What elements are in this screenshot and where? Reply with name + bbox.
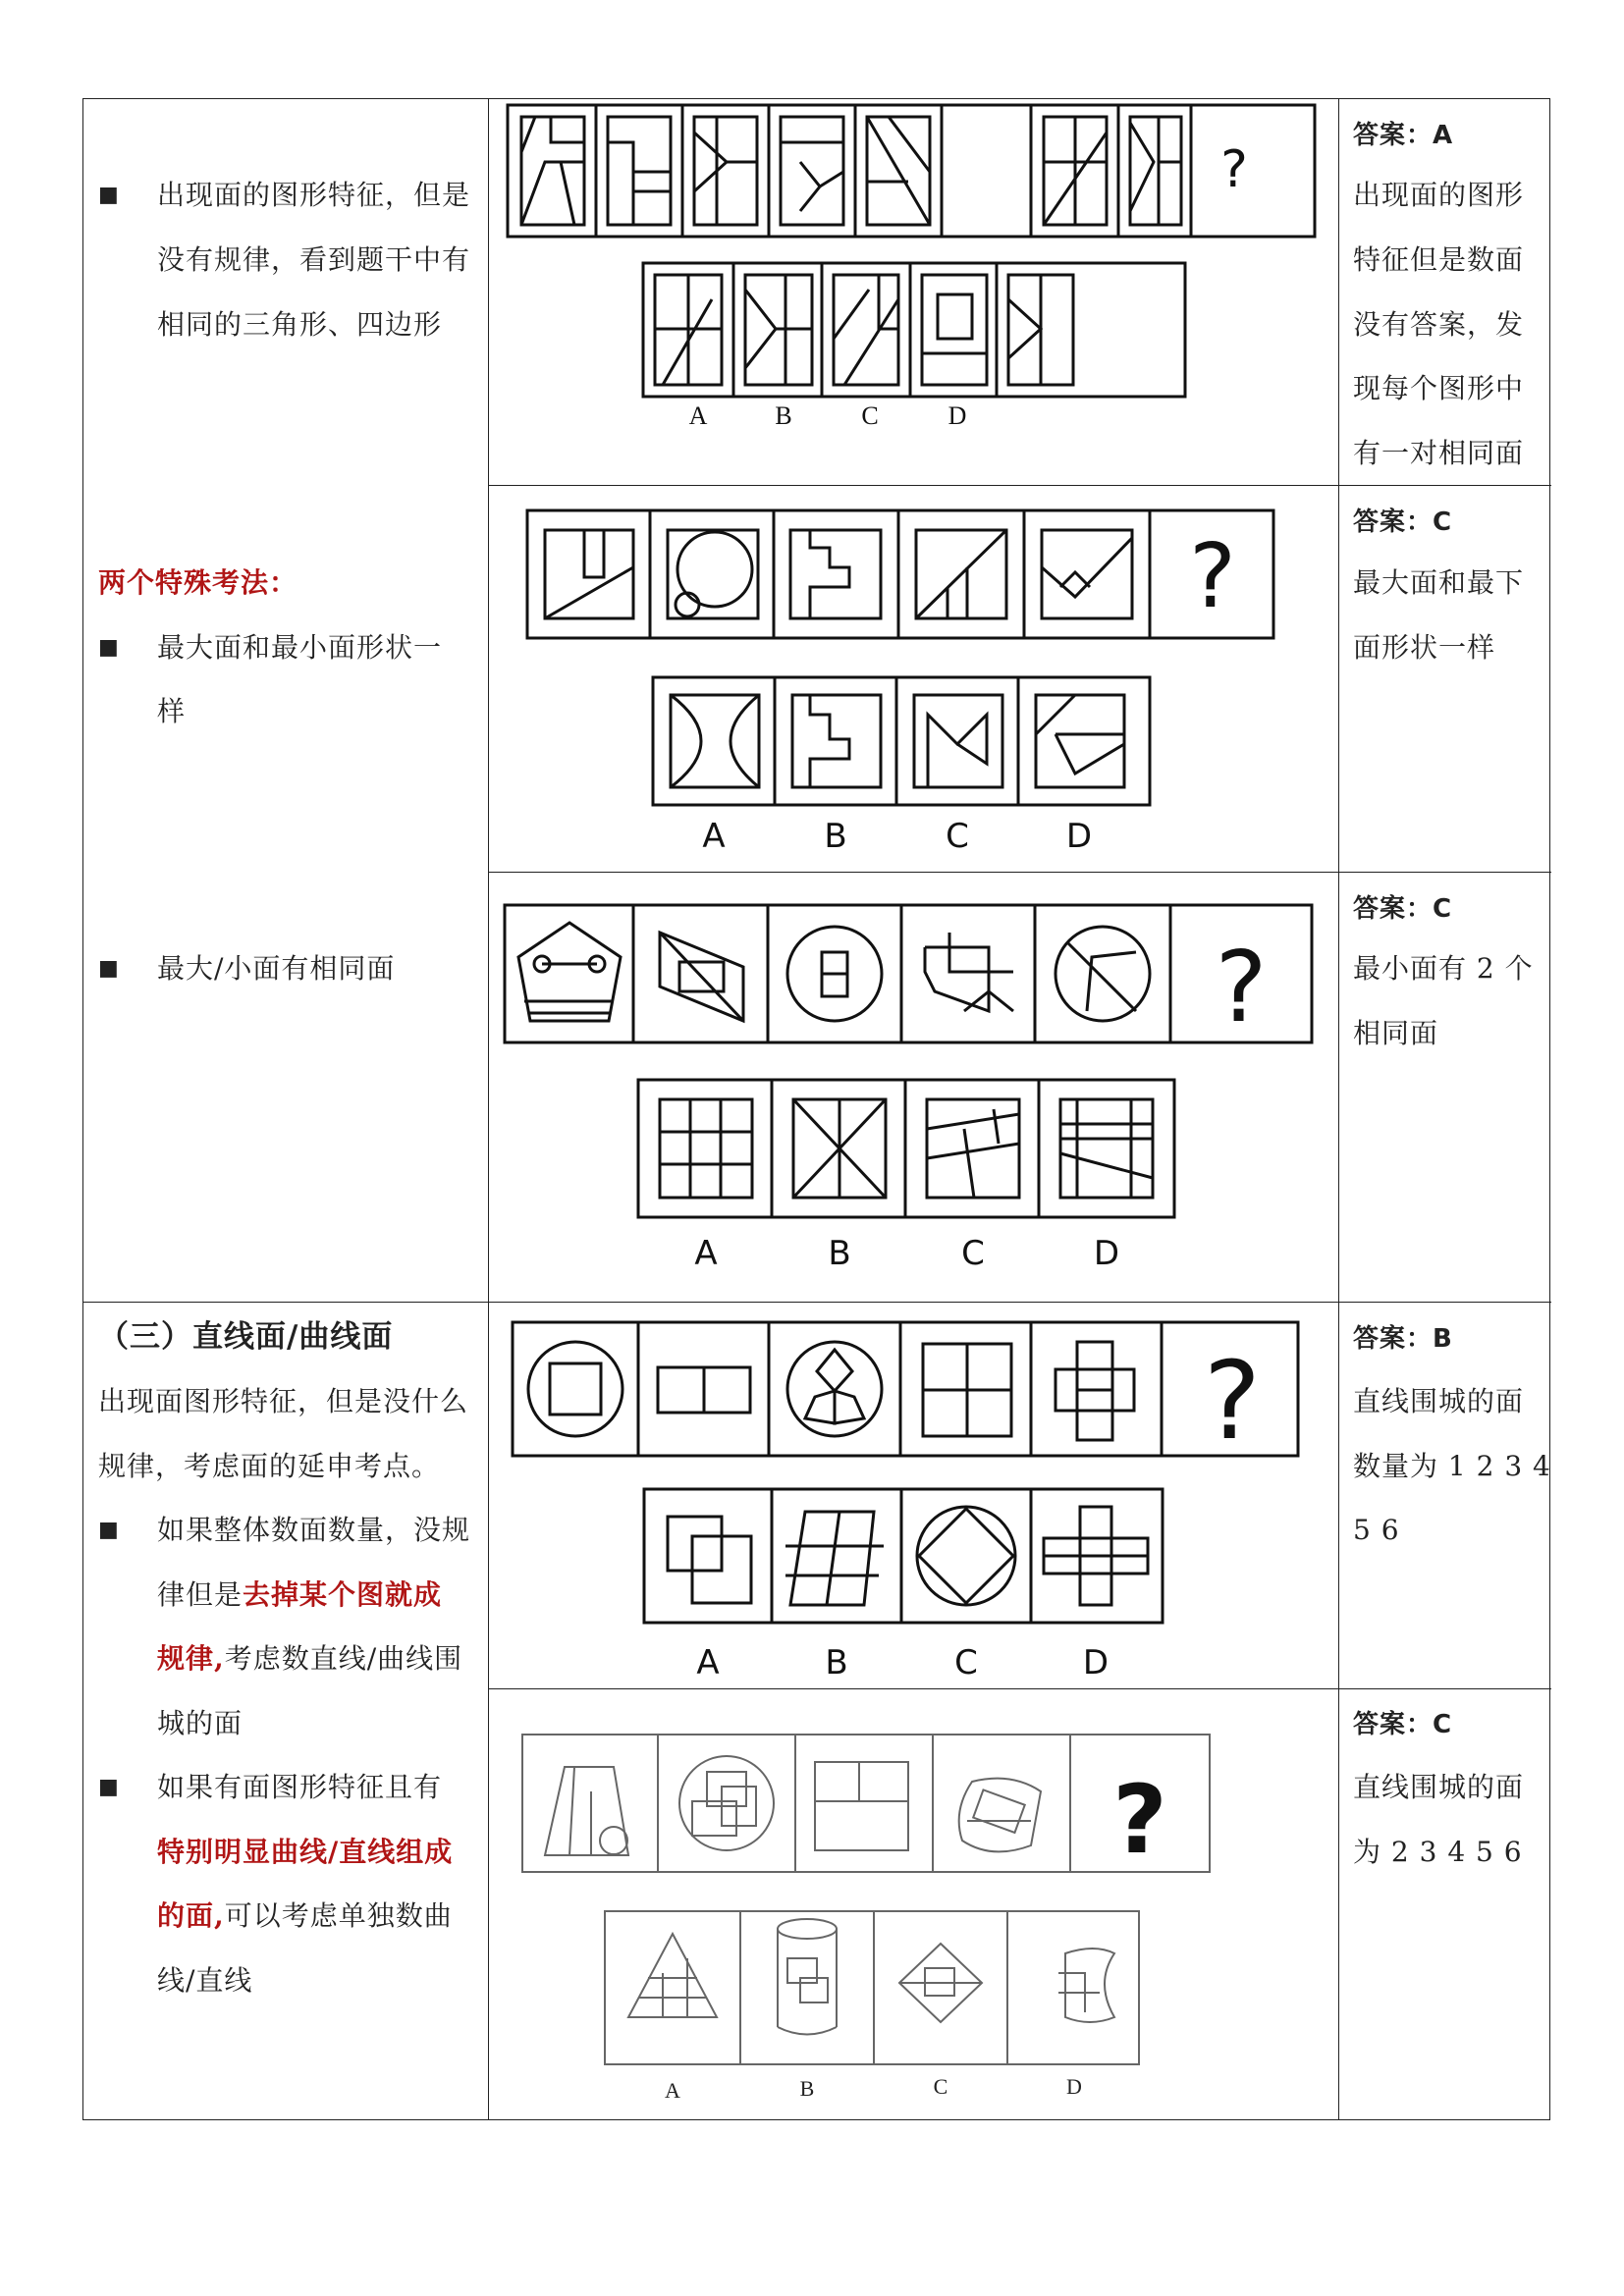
- option-label-b: B: [799, 2076, 815, 2101]
- b3-line-4: 城的面: [157, 1707, 244, 1739]
- row-divider-2: [488, 872, 1551, 873]
- answer-heading: 答案：A: [1353, 121, 1454, 150]
- puzzle-figure-3: [503, 903, 1318, 1276]
- answer-line: 直线围城的面: [1353, 1385, 1525, 1417]
- puzzle-figure-4: [511, 1320, 1306, 1693]
- answer-line: 数量为 1 2 3 4: [1353, 1450, 1551, 1482]
- b4-line-3-red: 的面,: [157, 1899, 225, 1932]
- question-mark: ?: [1112, 1765, 1167, 1875]
- b4-line-4: 线/直线: [157, 1964, 253, 1997]
- option-label-a: A: [688, 401, 708, 430]
- bullet-square: ■: [98, 1518, 119, 1542]
- section-title: （三）直线面/曲线面: [98, 1319, 394, 1355]
- option-label-a: A: [696, 1643, 720, 1682]
- answer-heading: 答案：C: [1353, 1710, 1453, 1739]
- option-label-b: B: [775, 401, 792, 430]
- column-divider-1: [488, 99, 489, 2119]
- answer-line: 没有答案，发: [1353, 308, 1525, 341]
- b4-line-3-plain: 可以考虑单独数曲: [224, 1899, 453, 1932]
- bullet-square: ■: [98, 183, 119, 207]
- answer-heading: 答案：C: [1353, 507, 1453, 537]
- option-label-d: D: [1093, 1234, 1120, 1273]
- row-divider-3: [83, 1302, 1551, 1303]
- answer-heading: 答案：C: [1353, 894, 1453, 924]
- option-label-a: A: [702, 817, 726, 856]
- answer-line: 为 2 3 4 5 6: [1353, 1836, 1523, 1868]
- option-label-d: D: [947, 401, 967, 430]
- b4-line-1: 如果有面图形特征且有: [157, 1771, 443, 1803]
- special-heading: 两个特殊考法：: [98, 566, 298, 599]
- answer-line: 面形状一样: [1353, 631, 1496, 664]
- b3-line-2: [157, 1563, 442, 1627]
- option-label-b: B: [824, 817, 847, 856]
- r1-line-3: 相同的三角形、四边形: [157, 308, 443, 341]
- option-label-c: C: [961, 1234, 985, 1273]
- option-label-d: D: [1065, 817, 1093, 856]
- option-label-b: B: [828, 1234, 851, 1273]
- answer-line: 最小面有 2 个: [1353, 952, 1534, 985]
- puzzle-figure-1: [506, 103, 1321, 442]
- answer-line: 出现面的图形: [1353, 179, 1525, 211]
- option-label-d: D: [1066, 2074, 1082, 2099]
- question-mark: ?: [1203, 1338, 1262, 1464]
- bullet-square: ■: [98, 635, 119, 660]
- question-mark: ?: [1220, 140, 1248, 199]
- answer-line: 特征但是数面: [1353, 243, 1525, 276]
- column-divider-2: [1338, 99, 1339, 2119]
- b3-line-2-red: 去掉某个图就成: [243, 1578, 443, 1611]
- b3-line-2-plain: 律但是: [157, 1578, 244, 1611]
- option-label-a: A: [694, 1234, 718, 1273]
- answer-line: 现每个图形中: [1353, 372, 1525, 404]
- option-label-c: C: [861, 401, 879, 430]
- option-label-a: A: [665, 2078, 680, 2103]
- b3-line-3-red: 规律,: [157, 1642, 225, 1675]
- b3-line-3-plain: 考虑数直线/曲线围: [224, 1642, 463, 1675]
- intro-line-1: 出现面图形特征，但是没什么: [98, 1385, 469, 1417]
- puzzle-figure-5: [520, 1733, 1227, 2106]
- answer-line: 有一对相同面: [1353, 437, 1525, 469]
- option-label-c: C: [933, 2074, 948, 2099]
- r2-line-2: 样: [157, 695, 187, 727]
- answer-line: 5 6: [1353, 1514, 1400, 1546]
- answer-heading: 答案：B: [1353, 1324, 1453, 1354]
- puzzle-figure-2: [525, 508, 1291, 862]
- answer-line: 直线围城的面: [1353, 1771, 1525, 1803]
- r3-line-1: 最大/小面有相同面: [157, 952, 396, 985]
- row-divider-1: [488, 485, 1551, 486]
- bullet-square: ■: [98, 1775, 119, 1799]
- r1-line-2: 没有规律，看到题干中有: [157, 243, 471, 276]
- bullet-square: ■: [98, 956, 119, 981]
- b3-line-1: 如果整体数面数量，没规: [157, 1514, 471, 1546]
- option-label-d: D: [1082, 1643, 1110, 1682]
- b4-line-3: [157, 1884, 453, 1948]
- r1-line-1: 出现面的图形特征，但是: [157, 179, 471, 211]
- question-mark: ?: [1215, 930, 1268, 1044]
- answer-line: 最大面和最下: [1353, 566, 1525, 599]
- question-mark: ?: [1189, 525, 1236, 628]
- option-label-b: B: [825, 1643, 848, 1682]
- option-label-c: C: [954, 1643, 978, 1682]
- answer-line: 相同面: [1353, 1017, 1439, 1049]
- b4-line-2: 特别明显曲线/直线组成: [157, 1836, 454, 1868]
- b3-line-3: [157, 1627, 462, 1690]
- r2-line-1: 最大面和最小面形状一: [157, 631, 443, 664]
- option-label-c: C: [946, 817, 969, 856]
- intro-line-2: 规律，考虑面的延申考点。: [98, 1450, 441, 1482]
